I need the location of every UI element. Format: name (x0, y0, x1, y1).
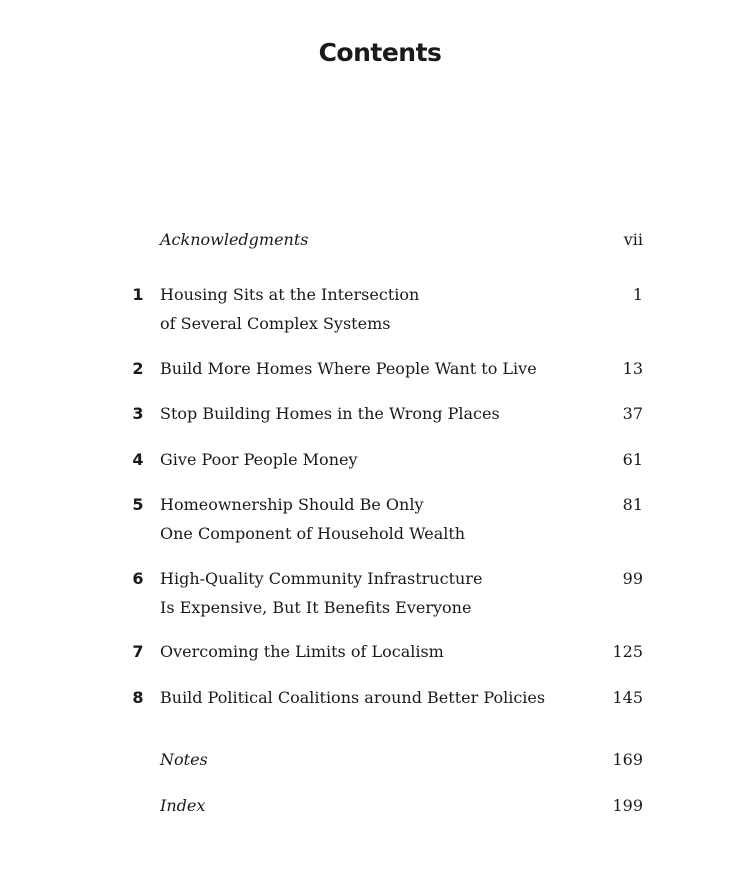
page-title: Contents (318, 38, 442, 67)
chapter-title: Housing Sits at the Intersection of Several Complex Systems (160, 285, 420, 333)
chapter-title: Build Political Coalitions around Better Policies (160, 688, 546, 707)
toc-page-number: 145 (612, 688, 643, 707)
chapter-number: 4 (132, 450, 144, 469)
chapter-title: Homeownership Should Be Only One Component of Household Wealth (160, 495, 466, 543)
chapter-title: High-Quality Community Infrastructure Is Expensive, But It Benefits Everyone (160, 569, 483, 617)
chapter-number: 6 (132, 569, 144, 588)
chapter-title: Overcoming the Limits of Localism (160, 642, 444, 661)
toc-page-number: 99 (622, 569, 643, 588)
toc-page-number: 81 (622, 495, 643, 514)
chapter-title: Stop Building Homes in the Wrong Places (160, 404, 500, 423)
chapter-number: 8 (132, 688, 144, 707)
toc-page-number: 61 (622, 450, 643, 469)
toc-page-number: 37 (622, 404, 643, 423)
chapter-number: 3 (132, 404, 144, 423)
chapter-number: 7 (132, 642, 144, 661)
toc-page-number: 13 (622, 359, 643, 378)
toc-entry-title: Acknowledgments (160, 230, 309, 249)
toc-page-number: 1 (632, 285, 643, 304)
toc-entry-title: Index (160, 796, 206, 815)
toc-entry-title: Notes (160, 750, 208, 769)
chapter-number: 1 (132, 285, 144, 304)
toc-page-number: 199 (612, 796, 643, 815)
chapter-number: 2 (132, 359, 144, 378)
chapter-number: 5 (132, 495, 144, 514)
toc-page-number: 169 (612, 750, 643, 769)
toc-page-number: 125 (612, 642, 643, 661)
chapter-title: Give Poor People Money (160, 450, 358, 469)
toc-page-number: vii (623, 230, 643, 249)
chapter-title: Build More Homes Where People Want to Live (160, 359, 537, 378)
